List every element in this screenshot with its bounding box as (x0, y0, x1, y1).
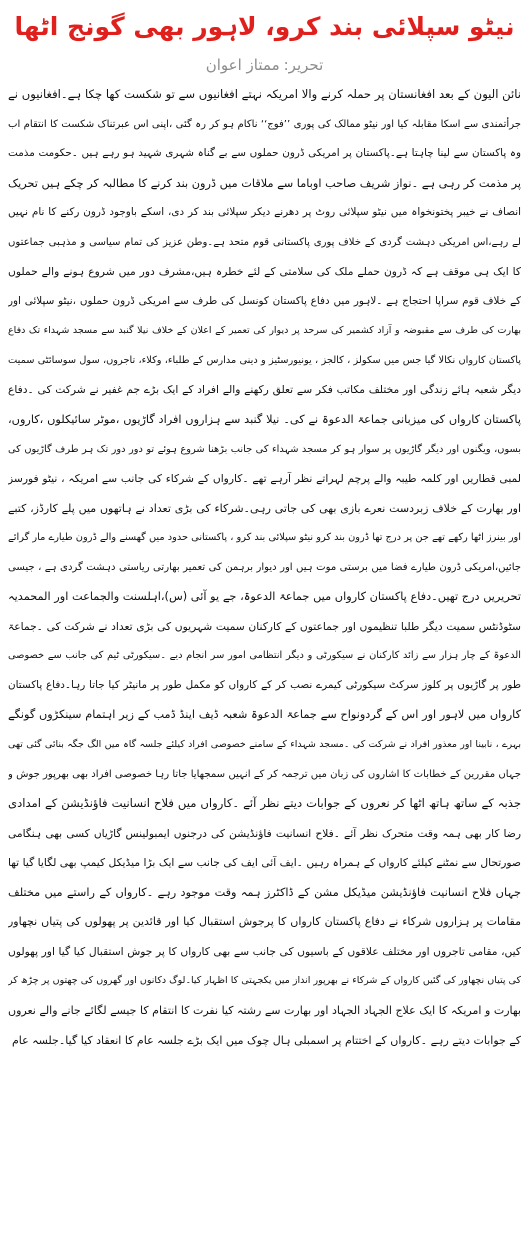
body-line: اور بھارت کے خلاف زبردست نعرے بازی بھی کی جاتی رہی۔شرکاء کی بڑی تعداد نے ہاتھوں میں پلے کارڈز، کتبے (8, 501, 521, 515)
headline: نیٹو سپلائی بند کرو، لاہور بھی گونج اٹھا (14, 12, 515, 41)
body-line: رضا کار بھی ہمہ وقت متحرک نظر آئے ۔فلاح انسانیت فاؤنڈیشن کی درجنوں ایمبولینس گاڑیاں کسی بھی ہنگامی (8, 826, 521, 840)
body-line: بھارت و امریکہ کا ایک علاج الجہاد الجہاد اور بھارت سے رشتہ کیا نفرت کا انتقام کا جیسے لگائے جانے والے نعروں (8, 1003, 521, 1017)
author-name: ممتاز اعوان (205, 56, 280, 74)
body-line: جہاں مقررین کے خطابات کا اشاروں کی زبان میں ترجمہ کر کے انہیں سمجھایا جاتا رہا خصوصی افراد بھی بھرپور جوش و (8, 768, 521, 780)
body-line: جرأتمندی سے اسکا مقابلہ کیا اور نیٹو ممالک کی پوری ’’فوج‘‘ ناکام ہو کر رہ گئی ،اپنی اس عبرتناک شکست کا انتقام اب (8, 118, 521, 130)
body-line: کیں، مقامی تاجروں اور مختلف علاقوں کے باسیوں کی جانب سے بھی کارواں کا پر جوش استقبال کیا گیا اور پھولوں (8, 944, 521, 958)
body-line: کے جوابات دیتے رہے ۔کارواں کے اختتام پر اسمبلی ہال چوک میں ایک بڑے جلسہ عام کا انعقاد کیا گیا۔جلسہ عام (11, 1033, 521, 1047)
body-line: جذبہ کے ساتھ ہاتھ اٹھا کر نعروں کے جوابات دیتے نظر آئے ۔کارواں میں فلاح انسانیت فاؤنڈیشن کے امدادی (8, 796, 521, 811)
body-line: وہ پاکستان سے لینا چاہتا ہے۔پاکستان پر امریکی ڈرون حملوں سے بے گناہ شہری شہید ہو رہے ہیں ۔حکومت مذمت (8, 147, 521, 160)
byline (8, 50, 521, 80)
body-line: پر مذمت کر رہی ہے ۔نواز شریف صاحب اوباما سے ملاقات میں ڈرون بند کرنے کا مطالبہ کر چکے ہیں تحریک (8, 176, 521, 190)
body-line: تحریریں درج تھیں۔دفاع پاکستان کارواں میں جماعۃ الدعوۃ، جے یو آئی (س)،اہلسنت والجماعت اور المحمدیہ (8, 590, 521, 604)
body-line: کارواں میں لاہور اور اس کے گردونواح سے جماعۃ الدعوۃ شعبہ ڈیف اینڈ ڈمب کے زیر اہتمام سینکڑوں گونگے (8, 708, 521, 722)
body-line: دیگر شعبہ ہائے زندگی اور مختلف مکاتب فکر سے تعلق رکھنے والے افراد کے ایک بڑے جم غفیر نے شرکت کی ۔دفاع (8, 383, 521, 397)
body-line: نائن الیون کے بعد افغانستان پر حملہ کرنے والا امریکہ نہتے افغانیوں سے تو شکست کھا چکا ہے۔افغانیوں نے (8, 87, 521, 101)
body-line: جائیں،امریکی ڈرون طیارے فضا میں برستی موت ہیں اور دیوار برہمن کی تعمیر بھارتی ریاستی دہشت گردی ہے ، جیسی (8, 561, 521, 573)
body-line: کی پتیاں نچھاور کی گئیں کارواں کے شرکاء نے بھرپور انداز میں یکجہتی کا اظہار کیا۔لوگ دکانوں اور گھروں کی چھتوں پر چڑھ کر (8, 975, 521, 987)
body-line: الدعوۃ کے چار ہزار سے زائد کارکنان نے سیکورٹی و دیگر انتظامی امور سر انجام دیے ۔سیکورٹی ٹیم کی جانب سے خصوصی (8, 650, 521, 662)
body-line: صورتحال سے نمٹنے کیلئے کارواں کے ہمراہ رہیں ۔ایف آئی ایف کی جانب سے ایک بڑا میڈیکل کیمپ بھی لگایا گیا تھا (8, 856, 521, 870)
body-line: اور بینرز اٹھا رکھے تھے جن پر درج تھا ڈرون بند کرو نیٹو سپلائی بند کرو ، پاکستانی حدود میں گھسنے والے ڈرون طیارے مار گرائے (8, 532, 521, 544)
body-line: مقامات پر ہزاروں شرکاء نے دفاع پاکستان کارواں کا پرجوش استقبال کیا اور قائدین پر پھولوں کی پتیاں نچھاور (8, 915, 521, 929)
byline-label: تحریر: (283, 56, 324, 74)
body-line: لمبی قطاریں اور کلمہ طیبہ والے پرچم لہراتے نظر آرہے تھے ۔کارواں کے شرکاء کی جانب سے امریکہ ، نیٹو فورسز (8, 472, 521, 486)
body-line: کا ایک ہی موقف ہے کہ ڈرون حملے ملک کی سلامتی کے لئے خطرہ ہیں،مشرف دور میں شروع ہونے والے حملوں (8, 265, 521, 279)
body-line: لے رہے،اس امریکی دہشت گردی کے خلاف پوری پاکستانی قوم متحد ہے۔وطن عزیز کی تمام سیاسی و مذہبی جماعتوں (8, 236, 521, 248)
article-body (8, 80, 521, 1055)
body-line: پاکستان کارواں کی میزبانی جماعۃ الدعوۃ نے کی۔ نیلا گنبد سے ہزاروں افراد گاڑیوں ،موٹر سائیکلوں ،کاروں، (8, 413, 521, 427)
body-line: انصاف نے خیبر پختونخواہ میں نیٹو سپلائی روٹ پر دھرنے دیکر سپلائی بند کر دی، اسکے باوجود ڈرون رکنے کا نام نہیں (8, 206, 521, 219)
body-line: جہاں فلاح انسانیت فاؤنڈیشن میڈیکل مشن کے ڈاکٹرز ہمہ وقت موجود رہے ۔کارواں کے راستے میں مختلف (8, 885, 521, 899)
body-line: پاکستان کارواں نکالا گیا جس میں سکولز ، کالجز ، یونیورسٹیز و دینی مدارس کے طلباء، وکلاء، تاجروں، سول سوسائٹی سمیت (8, 354, 521, 366)
body-line: بسوں، ویگنوں اور دیگر گاڑیوں پر سوار ہو کر مسجد شہداء کی جانب بڑھنا شروع ہوئے تو دور دور تک ہر طرف گاڑیوں کی (8, 443, 521, 455)
body-line: بھارت کی طرف سے مقبوضہ و آزاد کشمیر کی سرحد پر دیوار کی تعمیر کے اعلان کے خلاف نیلا گنبد سے مسجد شہداء تک دفاع (8, 325, 521, 337)
body-line: طور پر گاڑیوں پر کلوز سرکٹ سیکورٹی کیمرے نصب کر کے کارواں کو مکمل طور پر مانیٹر کیا جاتا رہا۔دفاع پاکستان (8, 678, 521, 691)
body-line: بہرے ، نابینا اور معذور افراد نے شرکت کی ۔مسجد شہداء کے سامنے خصوصی افراد کیلئے جلسہ گاہ میں الگ جگہ بنائی گئی تھی (8, 739, 521, 751)
body-line: کے خلاف قوم سراپا احتجاج ہے ۔لاہور میں دفاع پاکستان کونسل کی طرف سے امریکی ڈرون حملوں ،نیٹو سپلائی اور (8, 294, 521, 307)
body-line: سٹوڈنٹس سمیت دیگر طلبا تنظیموں اور جماعتوں کے کارکنان سمیت شہریوں کی بڑی تعداد نے شرکت کی ۔جماعۃ (8, 619, 521, 633)
